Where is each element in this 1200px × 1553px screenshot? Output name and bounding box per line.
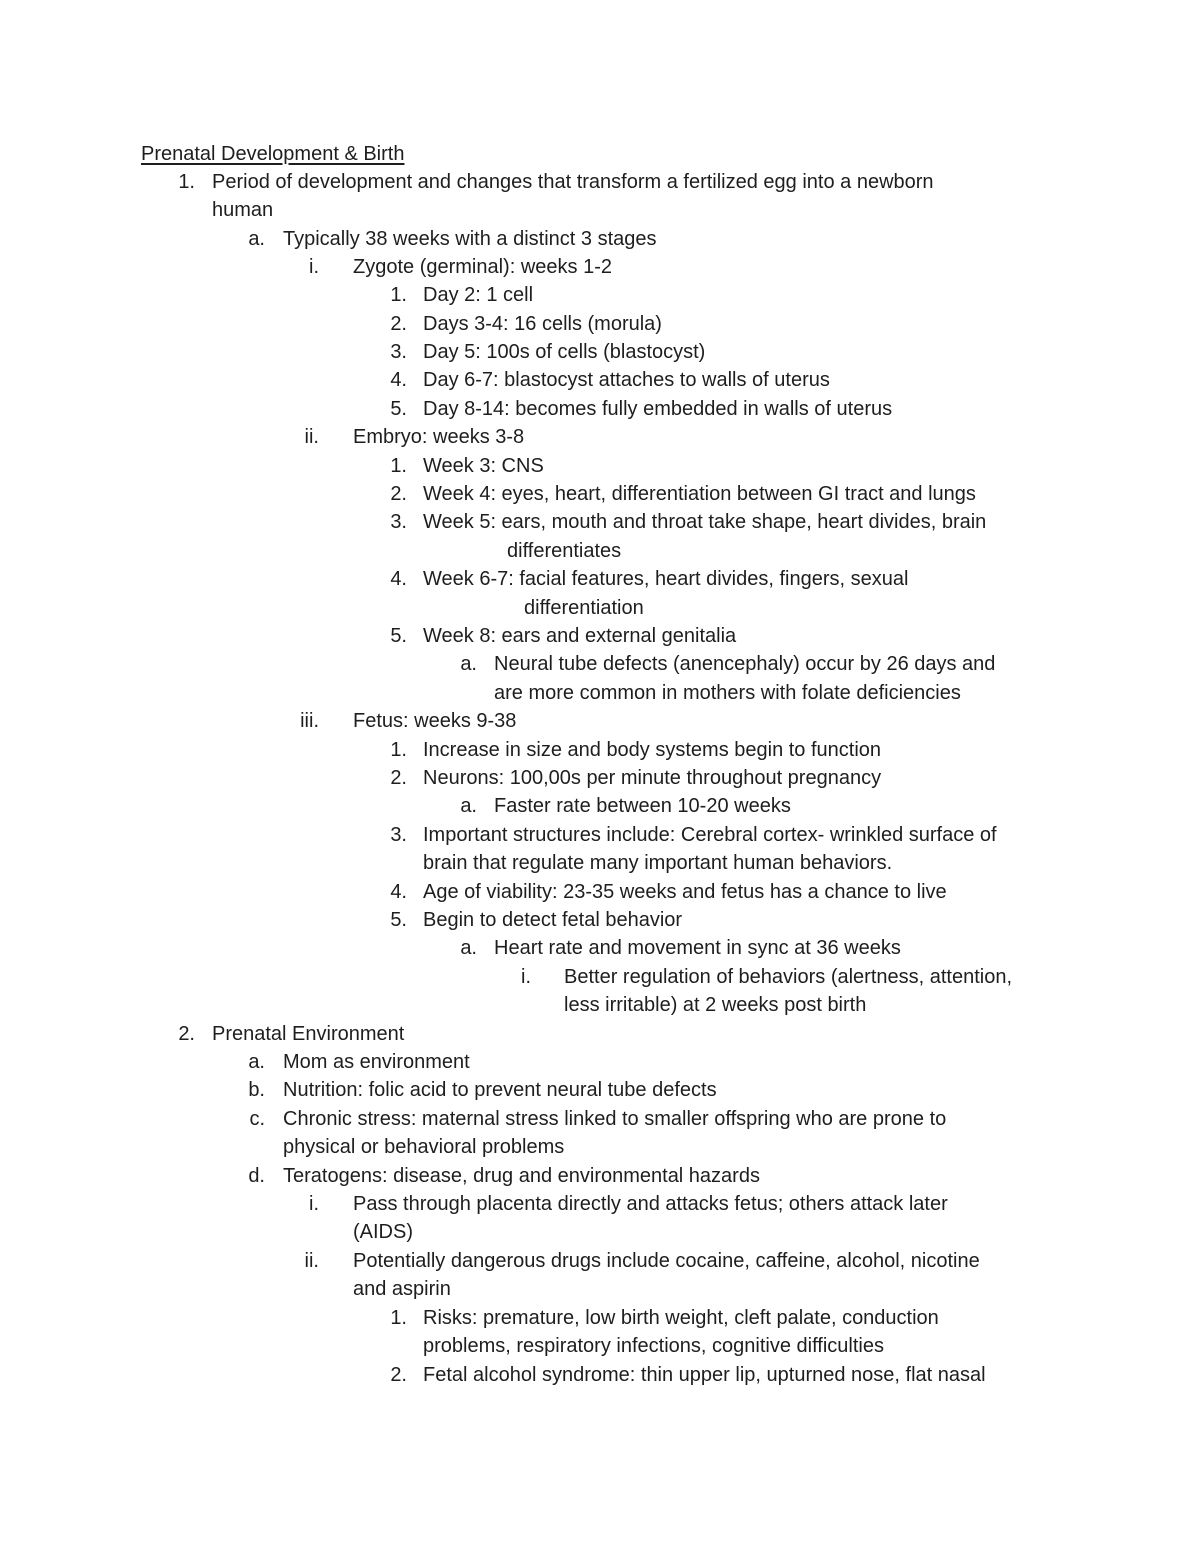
list-marker: i.: [521, 966, 531, 988]
list-item: [0, 707, 1200, 735]
list-item-text: are more common in mothers with folate deficiencies: [494, 682, 961, 704]
list-item-text: Nutrition: folic acid to prevent neural tube defects: [283, 1079, 717, 1101]
list-item: [0, 764, 1200, 792]
list-marker: 3.: [390, 824, 407, 846]
list-marker: b.: [248, 1079, 265, 1101]
list-item-text: human: [212, 199, 274, 221]
list-item: [0, 650, 1200, 678]
list-item: [0, 480, 1200, 508]
list-item-text: Week 6-7: facial features, heart divides, fingers, sexual: [423, 568, 909, 590]
list-item-text: differentiates: [507, 540, 622, 562]
list-item-text: Typically 38 weeks with a distinct 3 stages: [283, 228, 657, 250]
list-item-text: brain that regulate many important human behaviors.: [423, 852, 893, 874]
list-marker: a.: [460, 795, 477, 817]
list-marker: d.: [248, 1165, 265, 1187]
list-item-text: differentiation: [524, 597, 644, 619]
list-item: [0, 792, 1200, 820]
list-item-text: Important structures include: Cerebral cortex- wrinkled surface of: [423, 824, 997, 846]
list-item-text: Day 6-7: blastocyst attaches to walls of uterus: [423, 369, 830, 391]
list-item: [0, 679, 1200, 707]
list-item-text: Age of viability: 23-35 weeks and fetus has a chance to live: [423, 881, 947, 903]
list-item-text: Potentially dangerous drugs include cocaine, caffeine, alcohol, nicotine: [353, 1250, 980, 1272]
list-item-text: Period of development and changes that transform a fertilized egg into a newborn: [212, 171, 934, 193]
list-marker: iii.: [300, 710, 319, 732]
list-item: [0, 622, 1200, 650]
list-item: [0, 906, 1200, 934]
list-item: [0, 934, 1200, 962]
list-marker: i.: [309, 256, 319, 278]
list-item: [0, 594, 1200, 622]
list-item: [0, 452, 1200, 480]
list-item-text: Day 2: 1 cell: [423, 284, 534, 306]
list-item-text: (AIDS): [353, 1221, 413, 1243]
list-marker: 2.: [178, 1023, 195, 1045]
list-item-text: less irritable) at 2 weeks post birth: [564, 994, 867, 1016]
list-item: [0, 1105, 1200, 1133]
list-marker: a.: [248, 1051, 265, 1073]
list-marker: 1.: [390, 455, 407, 477]
list-item-text: Day 8-14: becomes fully embedded in walls of uterus: [423, 398, 893, 420]
list-marker: 3.: [390, 511, 407, 533]
list-item-text: Risks: premature, low birth weight, cleft palate, conduction: [423, 1307, 939, 1329]
list-item: [0, 310, 1200, 338]
list-item: [0, 736, 1200, 764]
list-item-text: Fetus: weeks 9-38: [353, 710, 517, 732]
list-item: [0, 281, 1200, 309]
list-item-text: Heart rate and movement in sync at 36 weeks: [494, 937, 901, 959]
list-marker: 3.: [390, 341, 407, 363]
list-marker: 5.: [390, 398, 407, 420]
list-marker: 1.: [390, 739, 407, 761]
list-item-text: Better regulation of behaviors (alertness, attention,: [564, 966, 1013, 988]
list-item: [0, 849, 1200, 877]
list-item-text: Faster rate between 10-20 weeks: [494, 795, 791, 817]
list-item-text: Week 3: CNS: [423, 455, 544, 477]
list-marker: 1.: [178, 171, 195, 193]
list-item: [0, 537, 1200, 565]
list-item: [0, 168, 1200, 196]
list-item-text: and aspirin: [353, 1278, 451, 1300]
list-item: [0, 1247, 1200, 1275]
list-item: [0, 423, 1200, 451]
list-marker: a.: [460, 937, 477, 959]
list-item: [0, 1275, 1200, 1303]
list-item: [0, 1218, 1200, 1246]
list-marker: 5.: [390, 625, 407, 647]
list-item: [0, 963, 1200, 991]
list-item-text: Chronic stress: maternal stress linked to smaller offspring who are prone to: [283, 1108, 947, 1130]
list-item-text: Week 4: eyes, heart, differentiation between GI tract and lungs: [423, 483, 976, 505]
document-title: Prenatal Development & Birth: [141, 143, 405, 165]
list-marker: 4.: [390, 881, 407, 903]
list-item-text: Day 5: 100s of cells (blastocyst): [423, 341, 706, 363]
list-item-text: Teratogens: disease, drug and environmental hazards: [283, 1165, 760, 1187]
list-item-text: Days 3-4: 16 cells (morula): [423, 313, 662, 335]
list-item: [0, 821, 1200, 849]
list-item-text: Pass through placenta directly and attacks fetus; others attack later: [353, 1193, 948, 1215]
list-item: [0, 366, 1200, 394]
list-item: [0, 253, 1200, 281]
list-item: [0, 1133, 1200, 1161]
list-marker: ii.: [304, 426, 319, 448]
list-item: [0, 991, 1200, 1019]
list-item-text: Mom as environment: [283, 1051, 470, 1073]
list-marker: 1.: [390, 284, 407, 306]
list-item: [0, 196, 1200, 224]
list-item: [0, 1048, 1200, 1076]
list-item-text: Begin to detect fetal behavior: [423, 909, 683, 931]
list-item: [0, 878, 1200, 906]
list-item: [0, 1304, 1200, 1332]
list-marker: 2.: [390, 313, 407, 335]
list-item-text: Fetal alcohol syndrome: thin upper lip, upturned nose, flat nasal: [423, 1364, 986, 1386]
list-marker: i.: [309, 1193, 319, 1215]
list-item-text: Week 8: ears and external genitalia: [423, 625, 737, 647]
list-item: [0, 1361, 1200, 1389]
list-item: [0, 1332, 1200, 1360]
list-item: [0, 395, 1200, 423]
list-item-text: Neurons: 100,00s per minute throughout pregnancy: [423, 767, 882, 789]
list-marker: 2.: [390, 1364, 407, 1386]
list-marker: 4.: [390, 568, 407, 590]
list-marker: ii.: [304, 1250, 319, 1272]
list-marker: a.: [248, 228, 265, 250]
list-item-text: problems, respiratory infections, cognitive difficulties: [423, 1335, 884, 1357]
list-item: [0, 338, 1200, 366]
list-item-text: physical or behavioral problems: [283, 1136, 565, 1158]
list-marker: 4.: [390, 369, 407, 391]
list-item: [0, 1190, 1200, 1218]
list-marker: 2.: [390, 483, 407, 505]
list-item: [0, 1076, 1200, 1104]
list-marker: a.: [460, 653, 477, 675]
list-item-text: Week 5: ears, mouth and throat take shape, heart divides, brain: [423, 511, 987, 533]
list-item: [0, 508, 1200, 536]
list-marker: 5.: [390, 909, 407, 931]
list-item-text: Increase in size and body systems begin to function: [423, 739, 882, 761]
list-marker: 2.: [390, 767, 407, 789]
list-marker: 1.: [390, 1307, 407, 1329]
list-item: [0, 1020, 1200, 1048]
list-item-text: Zygote (germinal): weeks 1-2: [353, 256, 612, 278]
list-item-text: Neural tube defects (anencephaly) occur by 26 days and: [494, 653, 996, 675]
list-item: [0, 1162, 1200, 1190]
list-item: [0, 565, 1200, 593]
list-marker: c.: [249, 1108, 265, 1130]
list-item: [0, 225, 1200, 253]
list-item-text: Embryo: weeks 3-8: [353, 426, 525, 448]
list-item-text: Prenatal Environment: [212, 1023, 405, 1045]
